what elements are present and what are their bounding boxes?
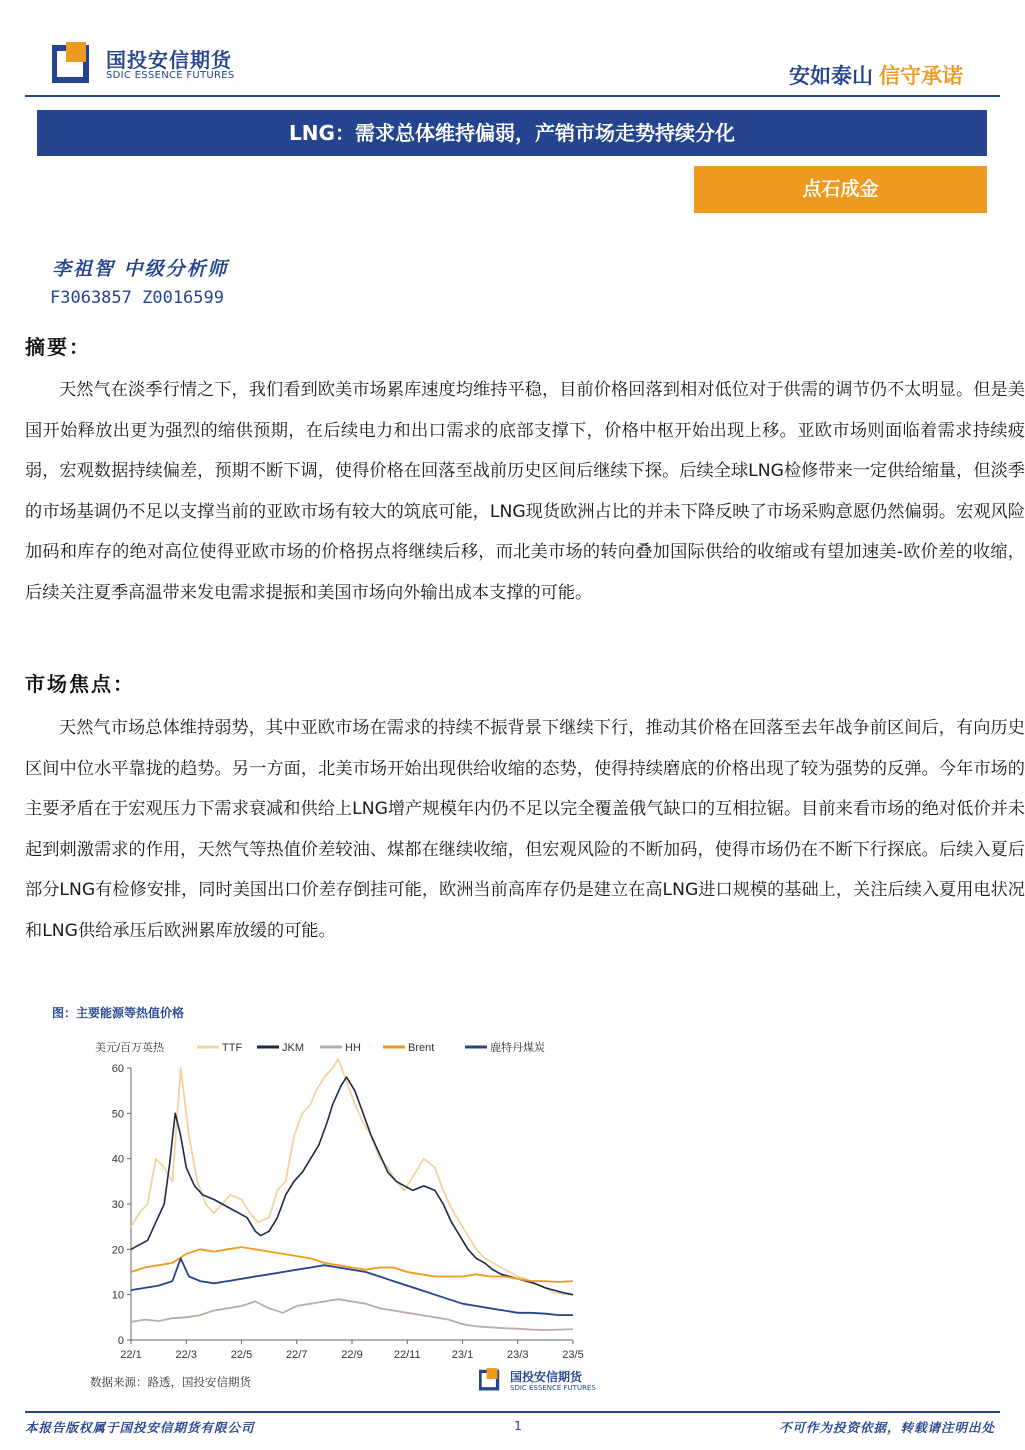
x-tick-label: 22/5 — [230, 1349, 253, 1361]
company-name-cn: 国投安信期货 — [106, 48, 232, 72]
x-tick-label: 23/1 — [451, 1349, 474, 1361]
y-tick-label: 10 — [111, 1289, 124, 1302]
slogan-part2: 信守承诺 — [879, 64, 963, 88]
legend-label: JKM — [282, 1042, 304, 1054]
y-tick-label: 40 — [111, 1153, 124, 1166]
chart-legend — [197, 1040, 545, 1054]
section-heading-summary: 摘要： — [25, 335, 91, 359]
figure-logo-name-en: SDIC ESSENCE FUTURES — [510, 1384, 596, 1392]
energy-price-chart — [85, 1033, 595, 1363]
legend-label: TTF — [222, 1042, 243, 1054]
footer-divider — [25, 1411, 1000, 1413]
legend-label: HH — [345, 1042, 361, 1054]
series-line-Brent — [131, 1247, 573, 1282]
header-divider — [25, 95, 1000, 97]
y-axis-label: 美元/百万英热 — [95, 1042, 165, 1054]
x-tick-label: 22/11 — [393, 1349, 421, 1361]
figure-logo-icon — [479, 1367, 503, 1391]
series-line-JKM — [131, 1077, 573, 1295]
report-tag: 点石成金 — [694, 166, 987, 213]
author-name: 李祖智 中级分析师 — [52, 258, 229, 280]
footer-disclaimer: 不可作为投资依据，转载请注明出处 — [778, 1420, 995, 1435]
x-axis — [120, 1340, 583, 1361]
slogan-part1: 安如泰山 — [789, 64, 873, 88]
company-name-en: SDIC ESSENCE FUTURES — [106, 70, 235, 81]
report-title: LNG：需求总体维持偏弱，产销市场走势持续分化 — [37, 110, 987, 156]
footer-copyright: 本报告版权属于国投安信期货有限公司 — [25, 1420, 255, 1435]
legend-label: 鹿特丹煤炭 — [490, 1042, 545, 1054]
x-tick-label: 23/3 — [507, 1349, 529, 1361]
slogan — [789, 60, 963, 90]
series-line-TTF — [131, 1059, 573, 1295]
page-number: 1 — [514, 1418, 522, 1433]
y-tick-label: 20 — [111, 1244, 124, 1257]
legend-label: Brent — [408, 1042, 435, 1054]
x-tick-label: 22/7 — [286, 1349, 308, 1361]
company-logo-icon — [52, 40, 96, 84]
x-tick-label: 23/5 — [562, 1349, 584, 1361]
figure-caption: 图：主要能源等热值价格 — [52, 1006, 185, 1020]
x-tick-label: 22/3 — [175, 1349, 197, 1361]
figure-logo-name-cn: 国投安信期货 — [510, 1370, 583, 1384]
author-license-ids: F3063857 Z0016599 — [50, 288, 224, 308]
x-tick-label: 22/9 — [341, 1349, 363, 1361]
y-tick-label: 30 — [111, 1199, 124, 1211]
market-focus-paragraph: 天然气市场总体维持弱势，其中亚欧市场在需求的持续不振背景下继续下行，推动其价格在回落至去年战争前区间后，有向历史区间中位水平靠拢的趋势。另一方面，北美市场开始出现供给收缩的态势，使得持续磨底的价格出现了较为强势的反弹。今年市场的主要矛盾在于宏观压力下需求衰减和供给上LNG增产规模年内仍不足以完全覆盖俄气缺口的互相拉锯。目前来看市场的绝对低价并未起到刺激需求的作用，天然气等热值价差较油、煤都在继续收缩，但宏观风险的不断加码，使得市场仍在不断下行探底。后续入夏后部分LNG有检修安排，同时美国出口价差存倒挂可能，欧洲当前高库存仍是建立在高LNG进口规模的基础上，关注后续入夏用电状况和LNG供给承压后欧洲累库放缓的可能。 — [25, 718, 1025, 941]
summary-paragraph: 天然气在淡季行情之下，我们看到欧美市场累库速度均维持平稳，目前价格回落到相对低位对于供需的调节仍不太明显。但是美国开始释放出更为强烈的缩供预期，在后续电力和出口需求的底部支撑下，价格中枢开始出现上移。亚欧市场则面临着需求持续疲弱，宏观数据持续偏差，预期不断下调，使得价格在回落至战前历史区间后继续下探。后续全球LNG检修带来一定供给缩量，但淡季的市场基调仍不足以支撑当前的亚欧市场有较大的筑底可能，LNG现货欧洲占比的并未下降反映了市场采购意愿仍然偏弱。宏观风险加码和库存的绝对高位使得亚欧市场的价格拐点将继续后移，而北美市场的转向叠加国际供给的收缩或有望加速美-欧价差的收缩，后续关注夏季高温带来发电需求提振和美国市场向外输出成本支撑的可能。 — [25, 380, 1025, 603]
series-line-HH — [131, 1299, 573, 1330]
y-tick-label: 0 — [117, 1335, 124, 1347]
y-tick-label: 60 — [111, 1063, 124, 1075]
x-tick-label: 22/1 — [120, 1349, 142, 1361]
y-axis — [112, 1063, 131, 1347]
chart-series — [131, 1059, 573, 1330]
section-heading-market-focus: 市场焦点： — [25, 672, 135, 696]
y-tick-label: 50 — [111, 1108, 124, 1121]
figure-source: 数据来源：路透，国投安信期货 — [90, 1375, 251, 1389]
